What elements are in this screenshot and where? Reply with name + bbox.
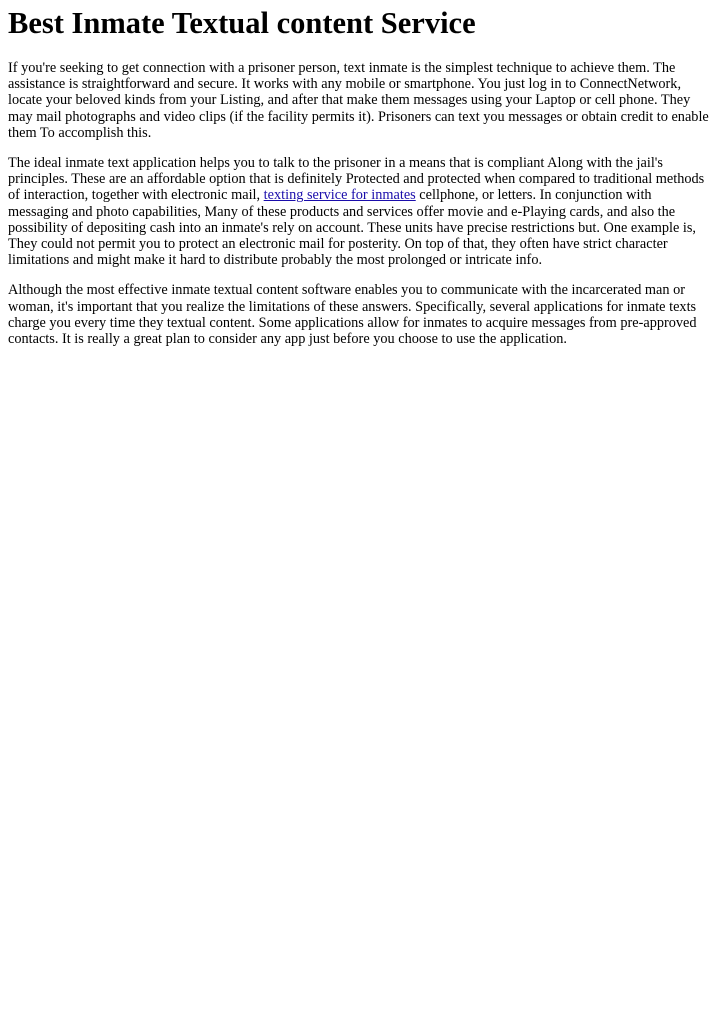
paragraph-limitations: Although the most effective inmate textual content software enables you to communicate with the incarcerated man or woman, it's important that you realize the limitations of these answers. Specifically, several applications for inmate texts charge you every time they textual content. Some applications allow for inmates to acquire messages from pre-approved contacts. It is really a great plan to consider any app just before you choose to use the application.: [8, 282, 697, 348]
page-title: Best Inmate Textual content Service: [8, 6, 476, 40]
paragraph-intro: If you're seeking to get connection with a prisoner person, text inmate is the simplest technique to achieve them. The assistance is straightforward and secure. It works with any mobile or smartphone. You just log in to ConnectNetwork, locate your beloved kinds from your Listing, and after that make them messages using your Laptop or cell phone. They may mail photographs and video clips (if the facility permits it). Prisoners can text you messages or obtain credit to enable them To accomplish this.: [8, 60, 709, 141]
texting-service-link[interactable]: texting service for inmates: [263, 187, 416, 204]
paragraph-texting-apps: [8, 155, 712, 268]
article: [0, 5, 720, 347]
paragraph-text-after-link: cellphone, or letters. In conjunction with messaging and photo capabilities, Many of these products and services offer movie and e-Playing cards, and also the possibility of depositing cash into an inmate's rely on account. These units have precise restrictions but. One example is, They could not permit you to protect an electronic mail for posterity. On top of that, they often have strict character limitations and might make it hard to distribute probably the most prolonged or intricate info.: [8, 187, 697, 269]
paragraph-text-before-link: The ideal inmate text application helps you to talk to the prisoner in a means that is compliant Along with the jail's principles. These are an affordable option that is definitely Protected and protected when compared to traditional methods of interaction, together with electronic mail,: [8, 155, 705, 204]
